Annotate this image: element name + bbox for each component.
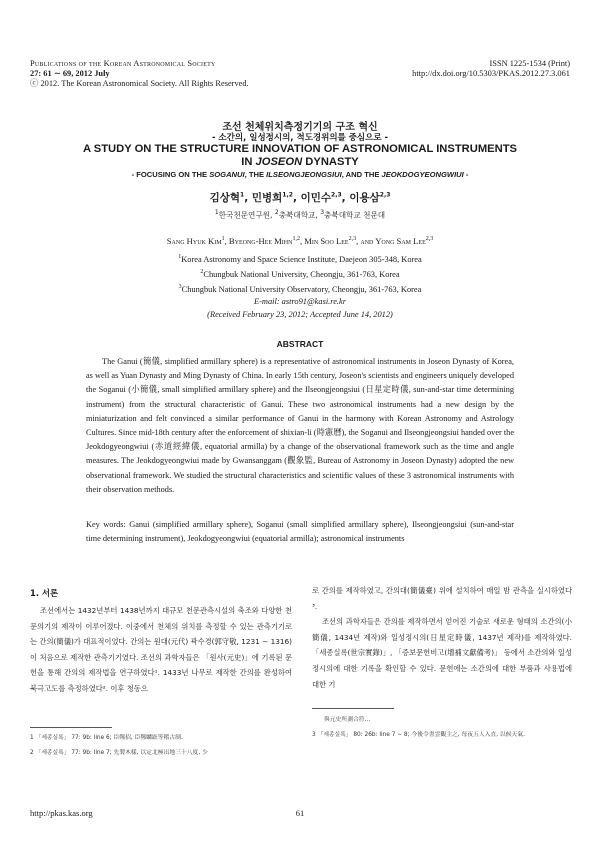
author-sup: 2,3 (425, 236, 434, 243)
author-name: 이민수 (300, 192, 332, 204)
author-name: 김상혁 (209, 192, 241, 204)
title-emph: JOSEON (255, 155, 303, 168)
email[interactable]: E-mail: astro91@kasi.re.kr (254, 297, 346, 307)
footnote: 1 「세종실록」 77: 9b: line 6; 臣鄭招, 臣鄭麟趾等稽古制. (30, 734, 183, 741)
right-column (312, 583, 572, 741)
author-name: Sang Hyuk Kim (166, 236, 222, 246)
author-name: 민병희 (251, 192, 283, 204)
body-paragraph: 조선의 과학자들은 간의를 제작하면서 얻어진 기술로 새로운 형태의 소간의(小簡儀, 1434년 제작)와 일성정시의(日星定時儀, 1437년 제작)를 제작하였다. 「세종실록(世宗實錄)」, 「증보문헌비고(增補文獻備考)」 등에서 소간의와 일성정시의에 대한 기록을 확인할 수 있다. 문헌에는 소간의에 대한 부품과 사용법에 대한 기 (312, 617, 572, 689)
korean-subtitle: - 소간의, 일성정시의, 적도경위의를 중심으로 - (211, 133, 389, 143)
english-authors: Sang Hyuk Kim$^1$, Byeong-Hee Mihn$^{1,2}$, Min Soo Lee$^{2,3}$, and Yong Sam Lee$^{2,3}$ (166, 236, 434, 246)
author-name: Min Soo Lee (304, 236, 349, 246)
title-part: IN (241, 155, 256, 168)
subtitle-emph: JEOKDOGYEONGWIUI (381, 170, 464, 179)
section-heading: 1. 서론 (30, 588, 59, 598)
english-title-line2 (40, 156, 560, 169)
left-column (30, 603, 292, 759)
title-part: DYNASTY (302, 155, 359, 168)
affiliation: Chungbuk National University, Cheongju, 361-763, Korea (203, 269, 400, 279)
affiliation: Chungbuk National University Observatory, Cheongju, 361-763, Korea (181, 284, 422, 294)
footnotes-right (312, 715, 572, 741)
journal-name: Publications of the Korean Astronomical Society (30, 59, 216, 68)
subtitle-part: , AND THE (341, 170, 382, 179)
english-title-line1: A STUDY ON THE STRUCTURE INNOVATION OF ASTRONOMICAL INSTRUMENTS (82, 143, 518, 155)
abstract-heading: ABSTRACT (276, 339, 324, 349)
doi-link[interactable]: http://dx.doi.org/10.5303/PKAS.2012.27.3.061 (412, 69, 570, 78)
affiliation: Korea Astronomy and Space Science Institute, Daejeon 305-348, Korea (181, 254, 422, 264)
author-sup: 2,3 (379, 191, 391, 199)
affiliation: 한국천문연구원, (218, 210, 273, 220)
affiliation-3: $^3$Chungbuk National University Observatory, Cheongju, 361-763, Korea (178, 284, 422, 294)
subtitle-part: - (463, 170, 469, 179)
author-name: Yong Sam Lee (375, 236, 426, 246)
footnote: 2 「세종실록」 77: 9b: line 7; 先製木樣, 以定北極出地三十八度, 少 (30, 749, 208, 756)
issn-block (320, 59, 570, 79)
keywords: Key words: Ganui (simplified armillary sphere), Soganui (small simplified armillary sphere), Ilseongjeongsiui (sun-and-star time determining instrument), Jeokdogyeongwiui (equatorial armilla); astronomical instruments (86, 520, 514, 544)
aff-sup: 2 (274, 209, 279, 216)
korean-affiliations (0, 209, 600, 221)
aff-sup: 3 (320, 209, 325, 216)
body-paragraph: 로 간의를 제작하였고, 간의대(簡儀臺) 위에 설치하여 매일 밤 관측을 실시하였다³. (312, 586, 572, 611)
received-dates: (Received February 23, 2012; Accepted June 14, 2012) (207, 309, 393, 319)
affiliation-2: $^2$Chungbuk National University, Cheongju, 361-763, Korea (200, 269, 400, 279)
footnote: 與元史所測合符… (324, 717, 371, 724)
abstract-text: The Ganui (簡儀, simplified armillary sphere) is a representative of astronomical instruments in Joseon Dynasty of Korea, as well as Yuan Dynasty and Ming Dynasty of China. In early 15th century, Joseon's scientists and engineers uniquely developed the Soganui (小簡儀, small simplified armillary sphere) and the Ilseongjeongsiui (日星定時儀, sun-and-star time determining instrument) from the structural characteristic of Ganui. These two astronomical instruments had a new design by the miniaturization and felt convinced a similar performance of Ganui in the harmony with Korean Astronomy and Astrology Cultures. Since mid-18th century after the enforcement of shixian-li (時憲曆), the Soganui and Ilseongjeongsiui handed over the Jeokdogyeongwiui (赤道經緯儀, equatorial armilla) by a change of the observational framework such as the time and angle measures. The Jeokdogyeongwiui made by Gwansanggam (觀象監, Bureau of Astronomy in Joseon Dynasty) adopted the new observational framework. We studied the structural characteristics and scientific values of these 3 astronomical instruments with their observation methods. (86, 357, 514, 494)
english-affiliations (0, 251, 600, 321)
korean-authors: 김상혁$^1$, 민병희$^{1,2}$, 이민수$^{2,3}$, 이용삼$^{2,3}$ (209, 191, 391, 204)
subtitle-part: , THE (244, 170, 267, 179)
affiliation-1: $^1$Korea Astronomy and Space Science Institute, Daejeon 305-348, Korea (178, 254, 422, 264)
affiliation: 충북대학교 천문대 (324, 210, 386, 220)
affiliation: 충북대학교, (278, 210, 318, 220)
subtitle-emph: ILSEONGJEONGSIUI (266, 170, 342, 179)
author-sup: 1,2 (282, 191, 293, 199)
korean-title: 조선 천체위치측정기기의 구조 혁신 (222, 122, 378, 133)
author-sup: 1 (240, 191, 245, 199)
issn: ISSN 1225-1534 (Print) (489, 59, 570, 68)
page-number: 61 (295, 808, 305, 818)
author-name: Byeong-Hee Mihn (228, 236, 293, 246)
body-paragraph: 조선에서는 1432년부터 1438년까지 대규모 천문관측시설의 축조와 다양한 천문의기의 제작이 이루어졌다. 이중에서 천체의 위치를 측정할 수 있는 관측기기로는 간의(簡儀)가 대표적이었다. 간의는 원대(元代) 곽수경(郭守敬, 1231 ∼ 1316)이 처음으로 제작한 관측기기였다. 조선의 과학자들은 「원사(元史)」에 기록된 문헌을 통해 간의의 제작법을 연구하였다¹. 1433년 나무로 제작한 간의를 완성하여 북극고도를 측정하였다². 이후 청동으 (30, 606, 292, 693)
footnote: 3 「세종실록」 80: 26b: line 7 ∼ 8; 今後令書雲觀主之, 每夜五人入直, 以候天氣. (312, 732, 525, 739)
english-subtitle (0, 170, 600, 179)
aff-sup: 1 (214, 209, 219, 216)
volume-line: 27: 61 ∼ 69, 2012 July (30, 69, 110, 78)
english-title (40, 143, 560, 168)
author-sup: 2,3 (331, 191, 342, 199)
author-name: 이용삼 (349, 192, 380, 204)
footnotes-left (30, 733, 292, 759)
author-sup: 1,2 (292, 236, 300, 243)
copyright-line: ⓒ 2012. The Korean Astronomical Society. All Rights Reserved. (30, 79, 249, 88)
footnote-rule (312, 708, 394, 709)
subtitle-emph: SOGANUI (209, 170, 245, 179)
author-sup: 2,3 (348, 236, 357, 243)
footer-url[interactable]: http://pkas.kas.org (30, 808, 93, 818)
author-sup: 1 (221, 236, 225, 243)
subtitle-part: - FOCUSING ON THE (131, 170, 210, 179)
footnote-rule (30, 727, 112, 728)
